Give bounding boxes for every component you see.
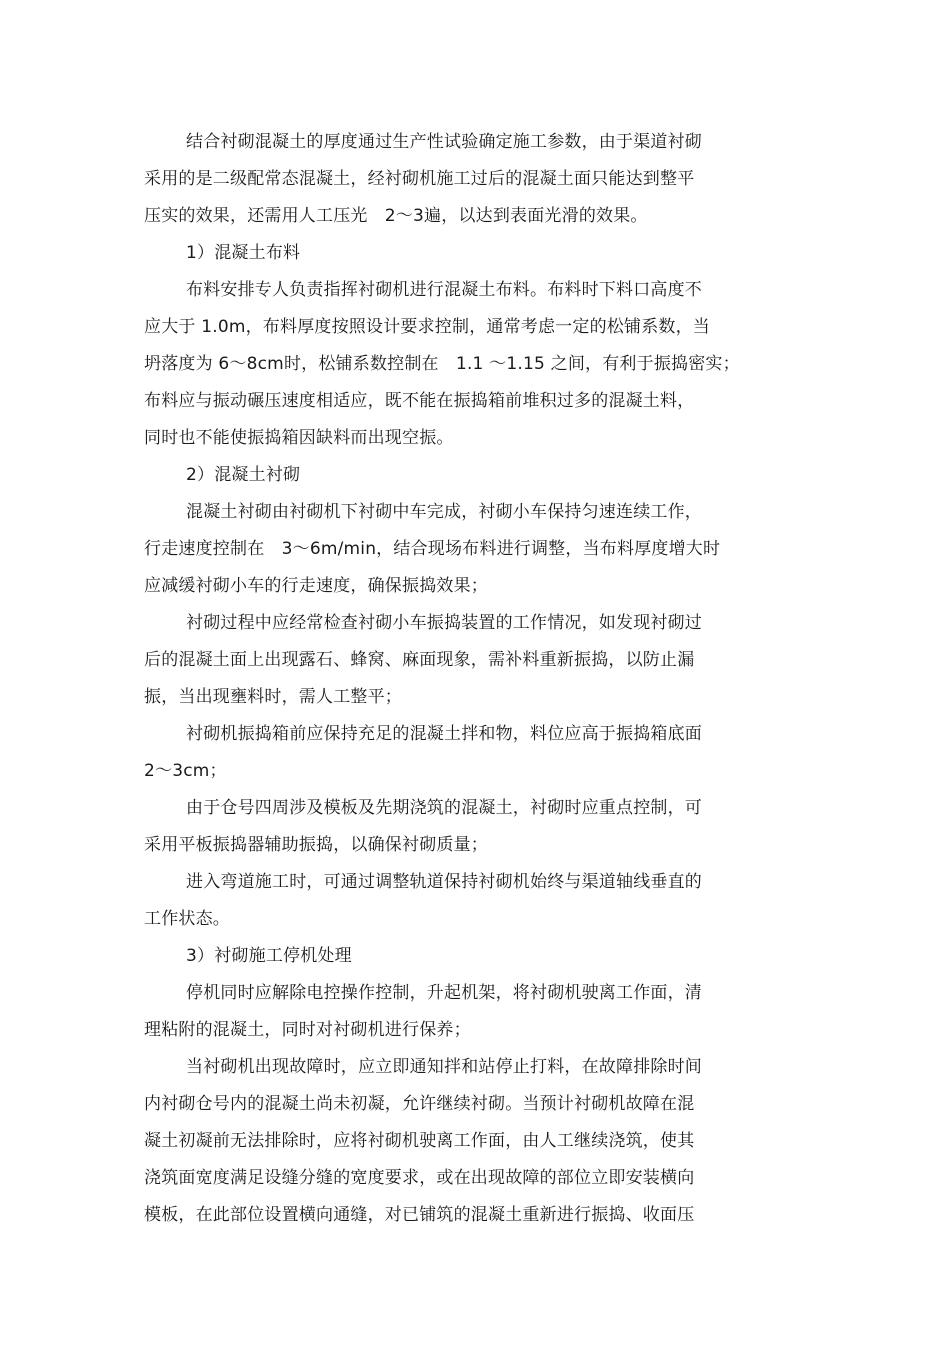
paragraph-line: 衬砌机振捣箱前应保持充足的混凝土拌和物，料位应高于振捣箱底面 <box>186 724 702 744</box>
paragraph-line: 坍落度为 6～8cm时，松铺系数控制在 1.1 ～1.15 之间，有利于振捣密实； <box>144 354 740 374</box>
paragraph-line: 内衬砌仓号内的混凝土尚未初凝，允许继续衬砌。当预计衬砌机故障在混 <box>144 1094 695 1114</box>
section-heading: 2）混凝土衬砌 <box>186 465 301 485</box>
paragraph-line: 模板，在此部位设置横向通缝，对已铺筑的混凝土重新进行振捣、收面压 <box>144 1205 695 1225</box>
paragraph-line: 衬砌过程中应经常检查衬砌小车振捣装置的工作情况，如发现衬砌过 <box>186 613 702 633</box>
paragraph-line: 由于仓号四周涉及模板及先期浇筑的混凝土，衬砌时应重点控制，可 <box>186 798 702 818</box>
paragraph-line: 理粘附的混凝土，同时对衬砌机进行保养； <box>144 1020 471 1040</box>
paragraph-line: 结合衬砌混凝土的厚度通过生产性试验确定施工参数，由于渠道衬砌 <box>186 132 702 152</box>
paragraph-line: 采用平板振捣器辅助振捣，以确保衬砌质量； <box>144 835 488 855</box>
paragraph-line: 采用的是二级配常态混凝土，经衬砌机施工过后的混凝土面只能达到整平 <box>144 169 695 189</box>
paragraph-line: 同时也不能使振捣箱因缺料而出现空振。 <box>144 428 454 448</box>
paragraph-line: 行走速度控制在 3～6m/min，结合现场布料进行调整，当布料厚度增大时 <box>144 539 721 559</box>
paragraph-line: 后的混凝土面上出现露石、蜂窝、麻面现象，需补料重新振捣，以防止漏 <box>144 650 695 670</box>
paragraph-line: 停机同时应解除电控操作控制，升起机架，将衬砌机驶离工作面，清 <box>186 983 702 1003</box>
paragraph-line: 浇筑面宽度满足设缝分缝的宽度要求，或在出现故障的部位立即安装横向 <box>144 1168 695 1188</box>
paragraph-line: 振，当出现壅料时，需人工整平； <box>144 687 402 707</box>
section-heading: 3）衬砌施工停机处理 <box>186 946 352 966</box>
paragraph-line: 凝土初凝前无法排除时，应将衬砌机驶离工作面，由人工继续浇筑，使其 <box>144 1131 695 1151</box>
paragraph-line: 工作状态。 <box>144 909 230 929</box>
document-body <box>144 124 774 1234</box>
paragraph-line: 进入弯道施工时，可通过调整轨道保持衬砌机始终与渠道轴线垂直的 <box>186 872 702 892</box>
paragraph-line: 布料应与振动碾压速度相适应，既不能在振捣箱前堆积过多的混凝土料， <box>144 391 695 411</box>
paragraph-line: 混凝土衬砌由衬砌机下衬砌中车完成，衬砌小车保持匀速连续工作， <box>186 502 702 522</box>
section-heading: 1）混凝土布料 <box>186 243 301 263</box>
paragraph-line: 应减缓衬砌小车的行走速度，确保振捣效果； <box>144 576 488 596</box>
paragraph-line: 布料安排专人负责指挥衬砌机进行混凝土布料。布料时下料口高度不 <box>186 280 702 300</box>
paragraph-line: 当衬砌机出现故障时，应立即通知拌和站停止打料，在故障排除时间 <box>186 1057 702 1077</box>
paragraph-line: 2～3cm； <box>144 761 227 781</box>
paragraph-line: 应大于 1.0m，布料厚度按照设计要求控制，通常考虑一定的松铺系数，当 <box>144 317 710 337</box>
paragraph-line: 压实的效果，还需用人工压光 2～3遍，以达到表面光滑的效果。 <box>144 206 648 226</box>
